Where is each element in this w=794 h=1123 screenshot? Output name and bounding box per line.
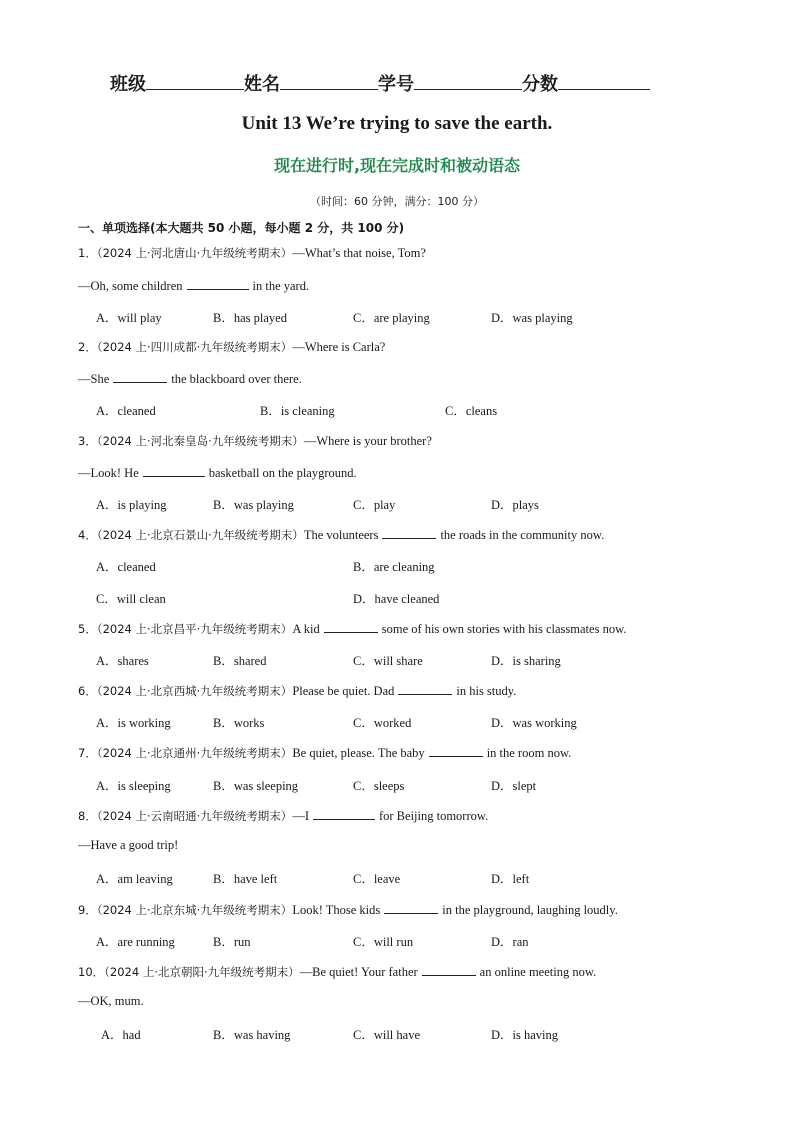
question-10-option-a[interactable]: A．had (101, 1028, 141, 1042)
name-blank (280, 71, 378, 90)
question-9-option-c[interactable]: C．will run (353, 935, 414, 949)
question-5-stem: 5．（2024 上·北京昌平·九年级统考期末）A kid some of his own stories with his classmates now. (78, 622, 627, 636)
question-9-option-b[interactable]: B．run (213, 935, 251, 949)
question-7-option-a[interactable]: A．is sleeping (96, 779, 171, 793)
question-1-option-b[interactable]: B．has played (213, 311, 287, 325)
question-5-option-a[interactable]: A．shares (96, 654, 149, 668)
question-1-line2: —Oh, some children in the yard. (78, 279, 310, 293)
question-10-option-c[interactable]: C．will have (353, 1028, 421, 1042)
question-4-option-c[interactable]: C．will clean (96, 592, 166, 606)
answer-blank (429, 744, 483, 757)
answer-blank (398, 682, 452, 695)
question-2-stem: 2．（2024 上·四川成都·九年级统考期末）—Where is Carla? (78, 340, 386, 354)
question-4-option-b[interactable]: B．are cleaning (353, 560, 435, 574)
question-2-line2: —She the blackboard over there. (78, 372, 302, 386)
grammar-subtitle: 现在进行时,现在完成时和被动语态 (273, 156, 521, 175)
question-2-option-a[interactable]: A．cleaned (96, 404, 156, 418)
question-3-stem: 3．（2024 上·河北秦皇岛·九年级统考期末）—Where is your brother? (78, 434, 432, 448)
question-1-option-c[interactable]: C．are playing (353, 311, 430, 325)
question-8-option-c[interactable]: C．leave (353, 872, 401, 886)
question-8-option-a[interactable]: A．am leaving (96, 872, 173, 886)
question-7-option-b[interactable]: B．was sleeping (213, 779, 299, 793)
question-9-option-d[interactable]: D．ran (491, 935, 529, 949)
answer-blank (113, 370, 167, 383)
answer-blank (143, 464, 205, 477)
question-5-option-c[interactable]: C．will share (353, 654, 423, 668)
answer-blank (382, 526, 436, 539)
score-label: 分数 (522, 74, 558, 95)
question-3-option-a[interactable]: A．is playing (96, 498, 167, 512)
question-10-stem: 10．（2024 上·北京朝阳·九年级统考期末）—Be quiet! Your father an online meeting now. (78, 965, 597, 979)
question-6-option-d[interactable]: D．was working (491, 716, 577, 730)
answer-blank (384, 901, 438, 914)
question-9-stem: 9．（2024 上·北京东城·九年级统考期末）Look! Those kids in the playground, laughing loudly. (78, 903, 618, 917)
question-6-stem: 6．（2024 上·北京西城·九年级统考期末）Please be quiet. Dad in his study. (78, 684, 517, 698)
time-score-info: （时间：60 分钟，满分：100 分） (310, 195, 484, 208)
question-8-option-b[interactable]: B．have left (213, 872, 278, 886)
question-6-option-b[interactable]: B．works (213, 716, 265, 730)
question-4-option-a[interactable]: A．cleaned (96, 560, 156, 574)
question-10-line2: —OK, mum. (78, 994, 144, 1008)
question-7-stem: 7．（2024 上·北京通州·九年级统考期末）Be quiet, please. The baby in the room now. (78, 746, 572, 760)
question-5-option-b[interactable]: B．shared (213, 654, 267, 668)
unit-title: Unit 13 We’re trying to save the earth. (241, 113, 553, 134)
question-8-stem: 8．（2024 上·云南昭通·九年级统考期末）—I for Beijing tomorrow. (78, 809, 489, 823)
question-9-option-a[interactable]: A．are running (96, 935, 175, 949)
question-8-option-d[interactable]: D．left (491, 872, 530, 886)
student-info-line (110, 70, 690, 96)
question-6-option-a[interactable]: A．is working (96, 716, 171, 730)
question-1-stem: 1．（2024 上·河北唐山·九年级统考期末）—What’s that noise, Tom? (78, 246, 426, 260)
question-7-option-c[interactable]: C．sleeps (353, 779, 405, 793)
class-label: 班级 (110, 74, 146, 95)
question-10-option-d[interactable]: D．is having (491, 1028, 559, 1042)
answer-blank (187, 277, 249, 290)
answer-blank (313, 807, 375, 820)
question-4-option-d[interactable]: D．have cleaned (353, 592, 440, 606)
section-heading: 一、单项选择(本大题共 50 小题，每小题 2 分，共 100 分) (78, 221, 405, 235)
id-blank (414, 71, 522, 90)
score-blank (558, 71, 650, 90)
question-6-option-c[interactable]: C．worked (353, 716, 412, 730)
answer-blank (422, 963, 476, 976)
question-5-option-d[interactable]: D．is sharing (491, 654, 561, 668)
question-3-option-b[interactable]: B．was playing (213, 498, 294, 512)
question-7-option-d[interactable]: D．slept (491, 779, 537, 793)
question-3-option-c[interactable]: C．play (353, 498, 396, 512)
question-2-option-c[interactable]: C．cleans (445, 404, 498, 418)
question-3-line2: —Look! He basketball on the playground. (78, 466, 357, 480)
question-4-stem: 4．（2024 上·北京石景山·九年级统考期末）The volunteers the roads in the community now. (78, 528, 605, 542)
question-10-option-b[interactable]: B．was having (213, 1028, 291, 1042)
question-8-line2: —Have a good trip! (78, 838, 179, 852)
question-3-option-d[interactable]: D．plays (491, 498, 539, 512)
id-label: 学号 (378, 74, 414, 95)
class-blank (146, 71, 244, 90)
question-1-option-d[interactable]: D．was playing (491, 311, 573, 325)
question-2-option-b[interactable]: B．is cleaning (260, 404, 335, 418)
question-1-option-a[interactable]: A．will play (96, 311, 162, 325)
answer-blank (324, 620, 378, 633)
name-label: 姓名 (244, 74, 280, 95)
